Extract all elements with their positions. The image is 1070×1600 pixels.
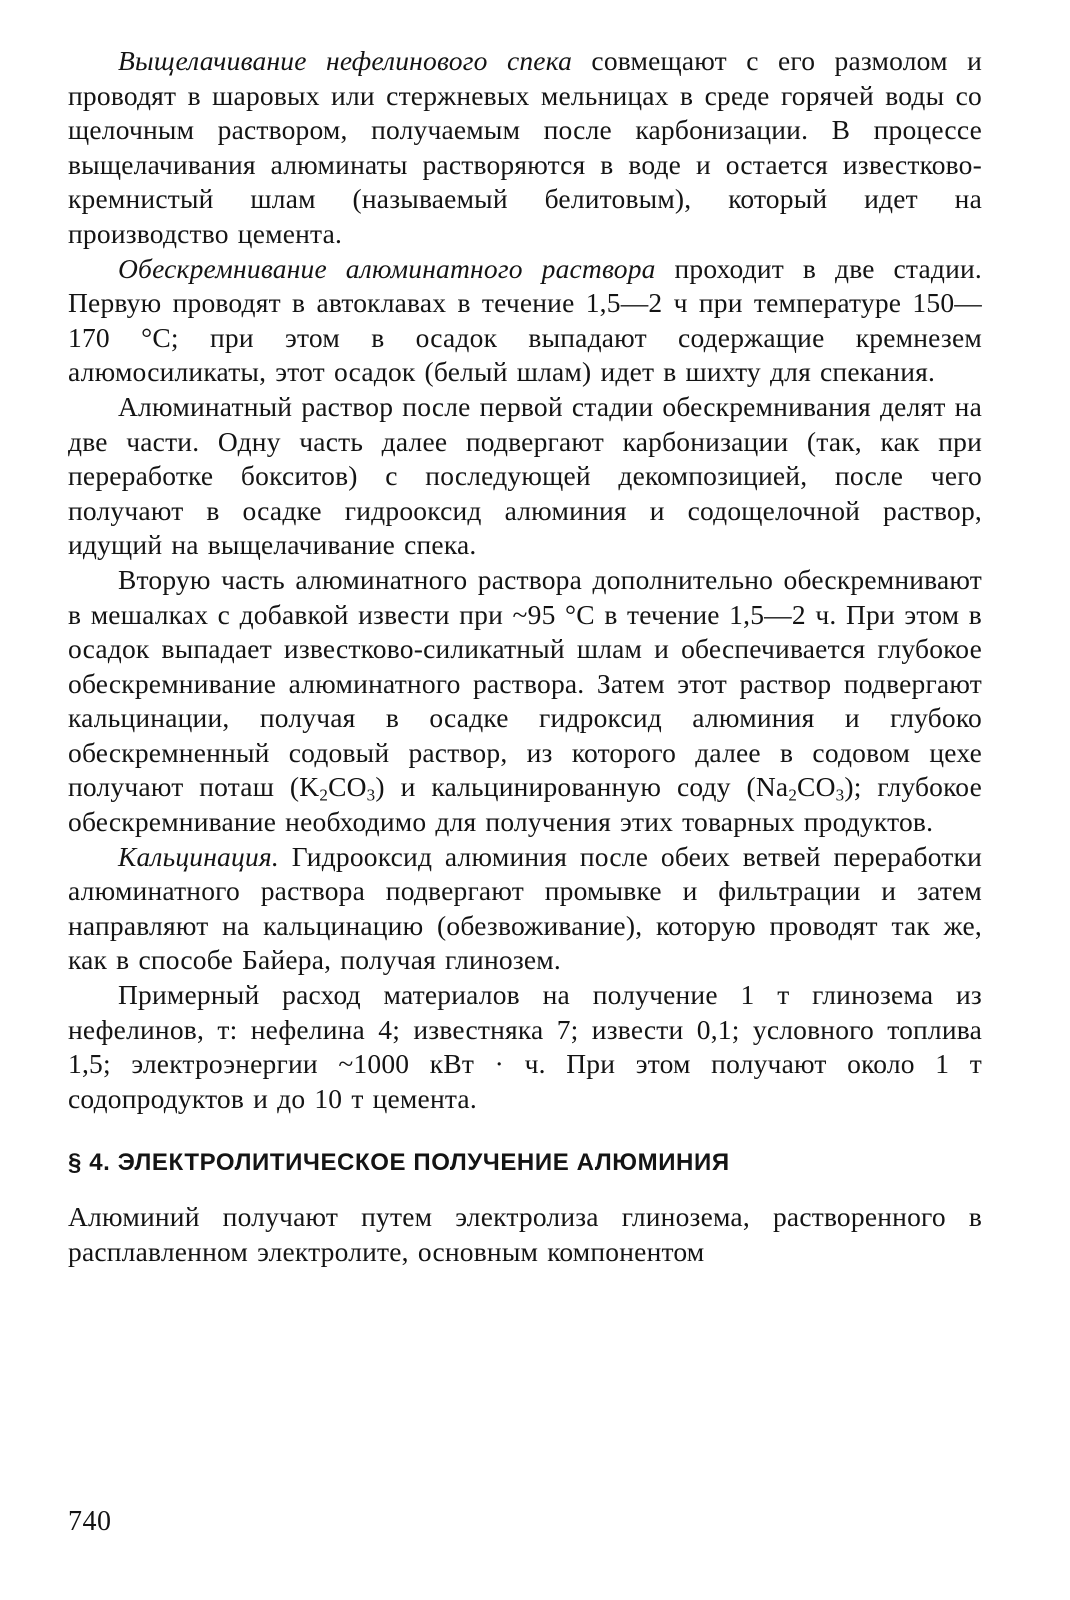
page-body: [68, 44, 982, 1270]
subscript: 2: [319, 785, 329, 805]
paragraph-text: Алюминий получают путем электролиза глинозема, растворенного в расплавленном электролите, основным компонентом: [68, 1201, 982, 1267]
paragraph-text: Вторую часть алюминатного раствора дополнительно обескремнивают в мешалках с добавкой извести при ~95 °С в течение 1,5—2 ч. При этом в осадок выпадает известково-силикатный шлам и обеспечивается глубокое обескремнивание алюминатного раствора. Затем этот раствор подвергают кальцинации, получая в осадке гидроксид алюминия и глубоко обескремненный содовый раствор, из которого далее в содовом цехе получают поташ (K: [68, 563, 982, 803]
paragraph-leaching: [68, 44, 982, 252]
paragraph-text: Примерный расход материалов на получение 1 т глинозема из нефелинов, т: нефелина 4; известняка 7; извести 0,1; условного топлива 1,5; электроэнергии ~1000 кВт · ч. При этом получают около 1 т содопродуктов и до 10 т цемента.: [68, 979, 982, 1114]
paragraph-second-part: [68, 563, 982, 840]
page-number: 740: [68, 1506, 112, 1537]
paragraph-text: Алюминатный раствор после первой стадии обескремнивания делят на две части. Одну часть далее подвергают карбонизации (так, как при переработке бокситов) с последующей декомпозицией, после чего получают в осадке гидрооксид алюминия и содощелочной раствор, идущий на выщелачивание спека.: [68, 390, 982, 561]
paragraph-desilication: [68, 252, 982, 390]
subscript: 2: [788, 785, 798, 805]
paragraph-text: проходит в две стадии. Первую проводят в автоклавах в течение 1,5—2 ч при температуре 150—170 °С; при этом в осадок выпадают содержащие кремнезем алюмосиликаты, этот осадок (белый шлам) идет в шихту для спекания.: [68, 252, 982, 388]
subscript: 3: [835, 785, 845, 805]
paragraph-text: CO: [328, 771, 367, 803]
paragraph-text: ) и кальцинированную соду (Na: [375, 771, 789, 803]
paragraph-lead: Выщелачивание нефелинового спека: [118, 45, 573, 76]
paragraph-lead: Обескремнивание алюминатного раствора: [118, 252, 656, 284]
paragraph-consumption: [68, 978, 982, 1116]
paragraph-text: совмещают с его размолом и проводят в шаровых или стержневых мельницах в среде горячей воды со щелочным раствором, получаемым после карбонизации. В процессе выщелачивания алюминаты растворяются в воде и остается известково-кремнистый шлам (называемый белитовым), который идет на производство цемента.: [68, 45, 982, 249]
paragraph-aluminate-split: [68, 390, 982, 563]
paragraph-section-intro: [68, 1200, 982, 1269]
paragraph-calcination: [68, 840, 982, 978]
paragraph-text: Гидрооксид алюминия после обеих ветвей переработки алюминатного раствора подвергают промывке и фильтрации и затем направляют на кальцинацию (обезвоживание), которую проводят так же, как в способе Байера, получая глинозем.: [68, 840, 982, 976]
paragraph-text: CO: [797, 771, 836, 803]
subscript: 3: [366, 785, 376, 805]
section-heading: § 4. ЭЛЕКТРОЛИТИЧЕСКОЕ ПОЛУЧЕНИЕ АЛЮМИНИЯ: [68, 1149, 730, 1177]
paragraph-lead: Кальцинация.: [118, 840, 279, 872]
paragraph-text: ); глубокое обескремнивание необходимо для получения этих товарных продуктов.: [68, 771, 982, 838]
